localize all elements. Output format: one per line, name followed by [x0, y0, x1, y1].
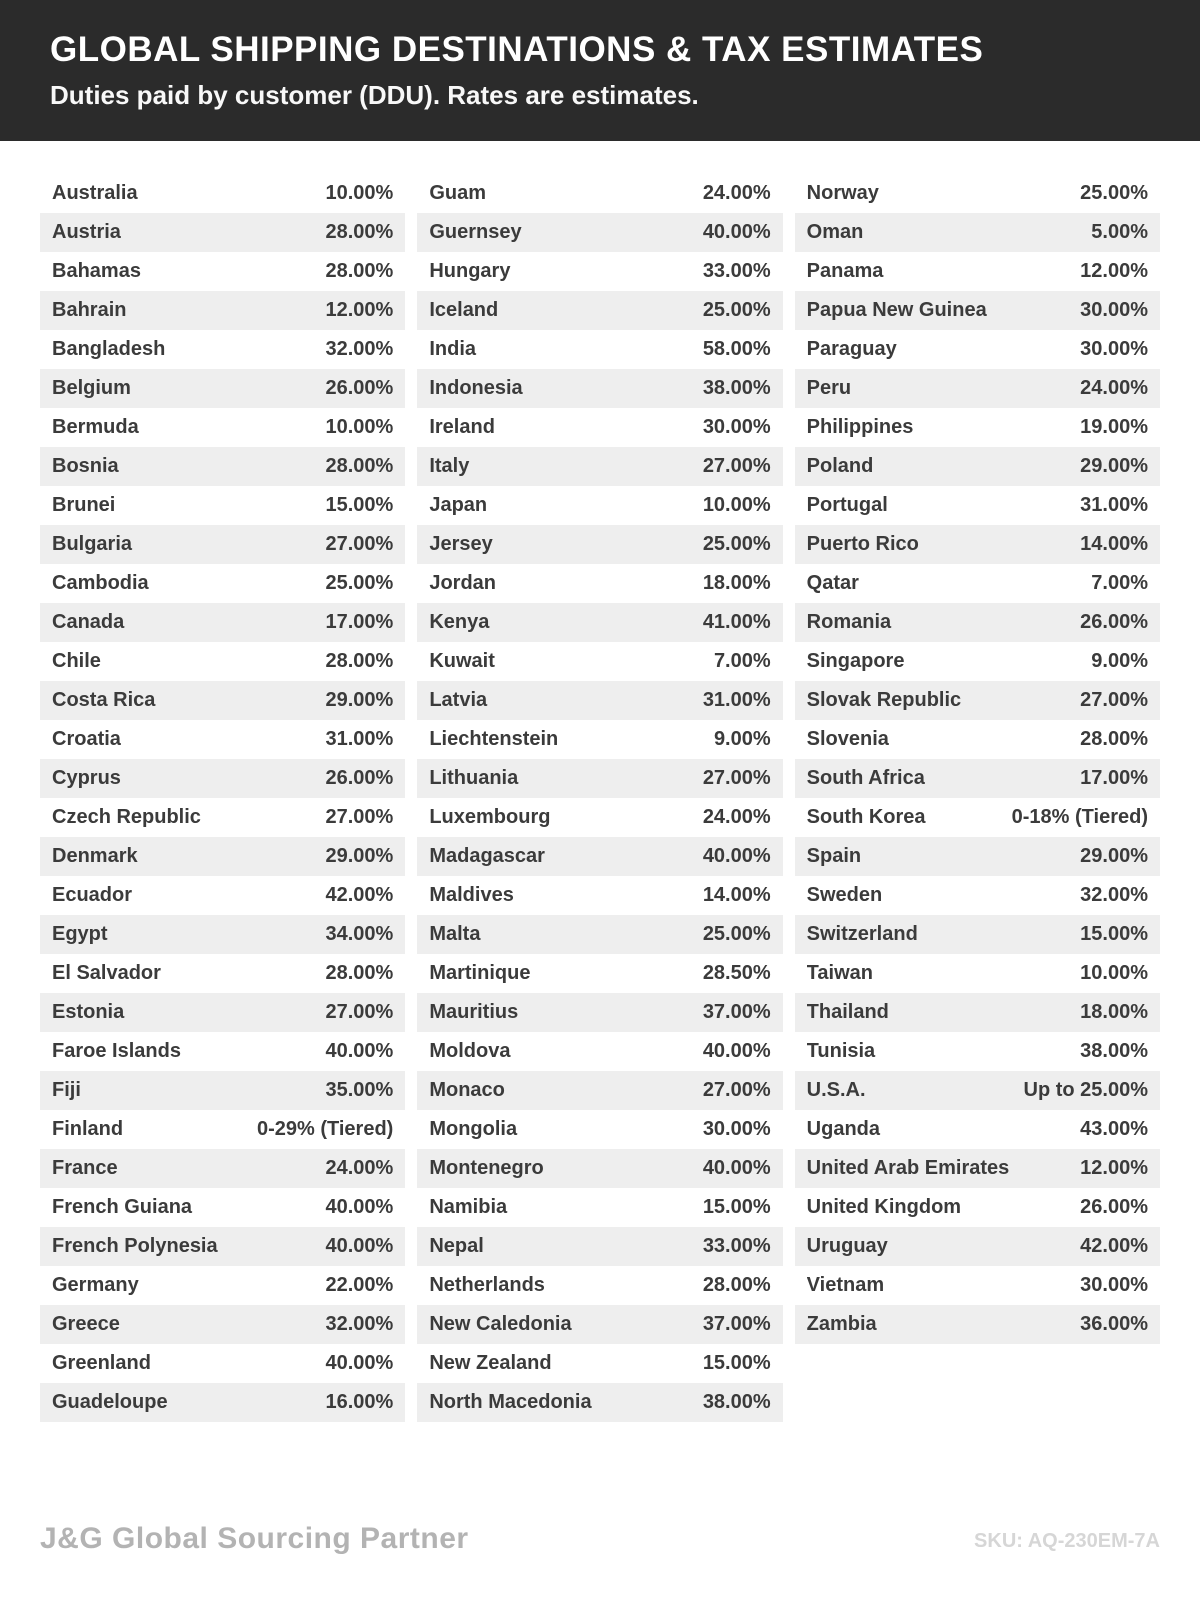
country-name: Monaco: [429, 1079, 505, 1102]
table-row: [417, 1188, 782, 1227]
tax-rate: 37.00%: [702, 1313, 771, 1336]
table-row: [40, 213, 405, 252]
tax-rate: 30.00%: [1080, 338, 1148, 361]
country-name: French Guiana: [52, 1196, 193, 1219]
country-name: Vietnam: [806, 1274, 885, 1297]
country-name: Italy: [429, 455, 470, 478]
tax-rate: 10.00%: [1080, 962, 1148, 985]
table-row: [40, 915, 405, 954]
country-name: Latvia: [429, 689, 488, 712]
table-row: [40, 876, 405, 915]
tax-rate: 12.00%: [1080, 260, 1148, 283]
table-row: [795, 1032, 1160, 1071]
tax-rate: 10.00%: [325, 182, 394, 205]
table-row: [40, 1266, 405, 1305]
country-name: Slovak Republic: [806, 689, 962, 712]
tax-rate: 0-18% (Tiered): [1011, 806, 1148, 829]
table-row: [417, 486, 782, 525]
table-row: [40, 642, 405, 681]
table-row: [417, 1266, 782, 1305]
table-row: [795, 915, 1160, 954]
country-name: U.S.A.: [806, 1079, 866, 1102]
tax-rate: 38.00%: [702, 1391, 771, 1414]
country-name: Kenya: [429, 611, 490, 634]
tax-rate: 40.00%: [325, 1235, 394, 1258]
country-name: Brunei: [52, 494, 116, 517]
tax-rate: 24.00%: [702, 806, 771, 829]
country-name: Romania: [806, 611, 892, 634]
country-name: Maldives: [429, 884, 514, 907]
country-name: Iceland: [429, 299, 499, 322]
table-row: [795, 642, 1160, 681]
country-name: Japan: [429, 494, 488, 517]
tax-rate: 26.00%: [325, 767, 394, 790]
table-row: [417, 954, 782, 993]
tax-rate: 10.00%: [702, 494, 771, 517]
table-row: [417, 993, 782, 1032]
tax-rate: 30.00%: [702, 1118, 771, 1141]
country-name: Indonesia: [429, 377, 523, 400]
table-row: [795, 213, 1160, 252]
country-name: Kuwait: [429, 650, 495, 673]
footer: [0, 1522, 1200, 1600]
tax-rate: 42.00%: [1080, 1235, 1148, 1258]
country-name: Greenland: [52, 1352, 151, 1375]
header: [0, 0, 1200, 141]
country-name: Tunisia: [806, 1040, 876, 1063]
table-row: [40, 837, 405, 876]
country-name: Ecuador: [52, 884, 133, 907]
tax-rate: 29.00%: [325, 845, 394, 868]
brand-text: J&G Global Sourcing Partner: [40, 1522, 469, 1555]
table-row: [795, 1305, 1160, 1344]
tax-rate: 24.00%: [702, 182, 771, 205]
country-name: Norway: [806, 182, 879, 205]
table-row: [417, 1383, 782, 1422]
tax-rate: 26.00%: [1080, 611, 1148, 634]
country-name: Costa Rica: [52, 689, 156, 712]
table-row: [40, 720, 405, 759]
tax-rate: 24.00%: [1080, 377, 1148, 400]
tax-rate: 29.00%: [1080, 845, 1148, 868]
country-name: Netherlands: [429, 1274, 545, 1297]
country-name: Puerto Rico: [806, 533, 919, 556]
table-row: [795, 993, 1160, 1032]
country-name: Bangladesh: [52, 338, 166, 361]
tax-rate: 30.00%: [1080, 1274, 1148, 1297]
table-row: [40, 525, 405, 564]
table-row: [40, 1188, 405, 1227]
country-name: New Caledonia: [429, 1313, 572, 1336]
tax-rate: 40.00%: [702, 1040, 771, 1063]
page-title: GLOBAL SHIPPING DESTINATIONS & TAX ESTIMATES: [50, 30, 984, 69]
country-name: Uganda: [806, 1118, 880, 1141]
tax-rate: 15.00%: [1080, 923, 1148, 946]
table-row: [417, 1344, 782, 1383]
tax-rate: 28.00%: [702, 1274, 771, 1297]
tax-rate: 58.00%: [702, 338, 771, 361]
table-row: [795, 1149, 1160, 1188]
table-row: [417, 1032, 782, 1071]
table-row: [417, 564, 782, 603]
table-row: [417, 174, 782, 213]
country-name: Mauritius: [429, 1001, 519, 1024]
table-row: [417, 642, 782, 681]
tax-rate: 16.00%: [325, 1391, 394, 1414]
table-row: [417, 369, 782, 408]
tax-rate: 29.00%: [1080, 455, 1148, 478]
country-name: Cyprus: [52, 767, 121, 790]
rates-column-3: [795, 174, 1160, 1344]
table-row: [417, 252, 782, 291]
rates-column-2: [417, 174, 782, 1422]
table-row: [40, 1344, 405, 1383]
country-name: France: [52, 1157, 118, 1180]
table-row: [40, 603, 405, 642]
table-row: [795, 525, 1160, 564]
country-name: South Korea: [806, 806, 926, 829]
table-row: [417, 525, 782, 564]
country-name: Taiwan: [806, 962, 873, 985]
table-row: [40, 1110, 405, 1149]
country-name: Nepal: [429, 1235, 484, 1258]
country-name: United Kingdom: [806, 1196, 962, 1219]
tax-rate: 17.00%: [325, 611, 394, 634]
table-row: [40, 1149, 405, 1188]
country-name: Chile: [52, 650, 101, 673]
tax-rate: 40.00%: [702, 1157, 771, 1180]
country-name: Slovenia: [806, 728, 889, 751]
tax-rate: 26.00%: [1080, 1196, 1148, 1219]
tax-rate: 27.00%: [325, 806, 394, 829]
table-row: [795, 837, 1160, 876]
table-row: [795, 954, 1160, 993]
tax-rate: 42.00%: [325, 884, 394, 907]
country-name: Greece: [52, 1313, 120, 1336]
tax-rate: 28.00%: [325, 221, 394, 244]
table-row: [40, 564, 405, 603]
table-row: [417, 1071, 782, 1110]
country-name: Sweden: [806, 884, 883, 907]
country-name: Mongolia: [429, 1118, 518, 1141]
tax-rate: 30.00%: [1080, 299, 1148, 322]
tax-rate: 28.00%: [1080, 728, 1148, 751]
table-row: [40, 1383, 405, 1422]
tax-rate: 5.00%: [1091, 221, 1148, 244]
country-name: Lithuania: [429, 767, 519, 790]
tax-rate: 28.00%: [325, 650, 394, 673]
table-row: [795, 1071, 1160, 1110]
country-name: Jersey: [429, 533, 493, 556]
tax-rate: 14.00%: [702, 884, 771, 907]
tax-rate: 9.00%: [1091, 650, 1148, 673]
tax-rate: 10.00%: [325, 416, 394, 439]
tax-rate: 40.00%: [325, 1352, 394, 1375]
tax-rate: 36.00%: [1080, 1313, 1148, 1336]
tax-rate: 27.00%: [325, 533, 394, 556]
table-row: [795, 681, 1160, 720]
country-name: Guam: [429, 182, 487, 205]
rates-column-1: [40, 174, 405, 1422]
table-row: [417, 720, 782, 759]
tax-rate: 19.00%: [1080, 416, 1148, 439]
tax-rate: Up to 25.00%: [1023, 1079, 1148, 1102]
country-name: French Polynesia: [52, 1235, 218, 1258]
country-name: South Africa: [806, 767, 925, 790]
tax-rate: 25.00%: [702, 533, 771, 556]
country-name: Montenegro: [429, 1157, 544, 1180]
table-row: [40, 330, 405, 369]
table-row: [40, 486, 405, 525]
table-row: [795, 759, 1160, 798]
table-row: [40, 759, 405, 798]
country-name: North Macedonia: [429, 1391, 592, 1414]
table-row: [417, 408, 782, 447]
tax-rate: 32.00%: [325, 338, 394, 361]
country-name: Papua New Guinea: [806, 299, 987, 322]
table-row: [795, 447, 1160, 486]
country-name: Egypt: [52, 923, 108, 946]
country-name: Oman: [806, 221, 864, 244]
table-row: [795, 486, 1160, 525]
country-name: Uruguay: [806, 1235, 888, 1258]
tax-rate: 34.00%: [325, 923, 394, 946]
table-row: [795, 1110, 1160, 1149]
tax-rate: 9.00%: [713, 728, 771, 751]
tax-rate: 27.00%: [702, 455, 771, 478]
table-row: [795, 1266, 1160, 1305]
table-row: [417, 876, 782, 915]
table-row: [417, 837, 782, 876]
tax-rate: 18.00%: [1080, 1001, 1148, 1024]
country-name: Bosnia: [52, 455, 119, 478]
table-row: [40, 369, 405, 408]
table-row: [417, 447, 782, 486]
country-name: Spain: [806, 845, 862, 868]
country-name: Singapore: [806, 650, 905, 673]
country-name: Cambodia: [52, 572, 149, 595]
table-row: [795, 174, 1160, 213]
country-name: Canada: [52, 611, 125, 634]
country-name: Hungary: [429, 260, 511, 283]
tax-rate: 25.00%: [325, 572, 394, 595]
tax-rate: 41.00%: [702, 611, 771, 634]
country-name: Jordan: [429, 572, 497, 595]
table-row: [40, 681, 405, 720]
country-name: Martinique: [429, 962, 531, 985]
tax-rate: 31.00%: [702, 689, 771, 712]
country-name: Croatia: [52, 728, 121, 751]
tax-rate: 38.00%: [702, 377, 771, 400]
table-row: [40, 798, 405, 837]
country-name: Liechtenstein: [429, 728, 559, 751]
country-name: Guernsey: [429, 221, 522, 244]
country-name: Thailand: [806, 1001, 889, 1024]
country-name: Fiji: [52, 1079, 81, 1102]
country-name: El Salvador: [52, 962, 161, 985]
table-row: [795, 330, 1160, 369]
tax-rate: 7.00%: [713, 650, 771, 673]
table-row: [795, 1227, 1160, 1266]
table-row: [795, 291, 1160, 330]
tax-rate: 27.00%: [325, 1001, 394, 1024]
tax-rate: 31.00%: [1080, 494, 1148, 517]
table-row: [417, 213, 782, 252]
country-name: Australia: [52, 182, 138, 205]
table-row: [795, 876, 1160, 915]
table-row: [795, 369, 1160, 408]
tax-rate: 26.00%: [325, 377, 394, 400]
country-name: Belgium: [52, 377, 131, 400]
table-row: [417, 759, 782, 798]
table-row: [40, 408, 405, 447]
tax-rate: 14.00%: [1080, 533, 1148, 556]
table-row: [40, 1305, 405, 1344]
country-name: Denmark: [52, 845, 138, 868]
country-name: Bahrain: [52, 299, 127, 322]
tax-rate: 32.00%: [1080, 884, 1148, 907]
tax-rate: 25.00%: [702, 299, 771, 322]
country-name: Austria: [52, 221, 121, 244]
country-name: Faroe Islands: [52, 1040, 181, 1063]
country-name: Luxembourg: [429, 806, 551, 829]
country-name: Qatar: [806, 572, 859, 595]
tax-rate: 33.00%: [702, 1235, 771, 1258]
tax-rate: 29.00%: [325, 689, 394, 712]
country-name: Madagascar: [429, 845, 545, 868]
tax-rate: 18.00%: [702, 572, 771, 595]
tax-rate: 40.00%: [325, 1196, 394, 1219]
tax-rate: 37.00%: [702, 1001, 771, 1024]
country-name: Guadeloupe: [52, 1391, 168, 1414]
table-row: [795, 798, 1160, 837]
table-row: [417, 915, 782, 954]
tax-rate: 28.00%: [325, 962, 394, 985]
country-name: Bulgaria: [52, 533, 133, 556]
tax-rate: 38.00%: [1080, 1040, 1148, 1063]
country-name: Philippines: [806, 416, 914, 439]
table-row: [40, 174, 405, 213]
table-row: [40, 993, 405, 1032]
table-row: [417, 798, 782, 837]
table-row: [40, 954, 405, 993]
tax-rate: 28.00%: [325, 260, 394, 283]
tax-rate: 25.00%: [702, 923, 771, 946]
table-row: [40, 1071, 405, 1110]
table-row: [417, 1110, 782, 1149]
tax-rate: 30.00%: [702, 416, 771, 439]
table-row: [417, 603, 782, 642]
tax-rate: 40.00%: [702, 845, 771, 868]
tax-rate: 28.50%: [702, 962, 771, 985]
country-name: Zambia: [806, 1313, 877, 1336]
country-name: Estonia: [52, 1001, 125, 1024]
country-name: Bahamas: [52, 260, 141, 283]
country-name: New Zealand: [429, 1352, 552, 1375]
tax-rate: 27.00%: [702, 1079, 771, 1102]
tax-rate: 28.00%: [325, 455, 394, 478]
tax-rate: 40.00%: [702, 221, 771, 244]
country-name: Malta: [429, 923, 481, 946]
table-row: [40, 1227, 405, 1266]
table-row: [795, 564, 1160, 603]
country-name: Poland: [806, 455, 874, 478]
tax-rate: 32.00%: [325, 1313, 394, 1336]
tax-rate: 31.00%: [325, 728, 394, 751]
tax-rate: 27.00%: [702, 767, 771, 790]
tax-rate: 27.00%: [1080, 689, 1148, 712]
tax-rates-table: [0, 174, 1200, 1422]
tax-rate: 43.00%: [1080, 1118, 1148, 1141]
tax-rate: 12.00%: [325, 299, 394, 322]
table-row: [417, 1227, 782, 1266]
table-row: [417, 330, 782, 369]
tax-rate: 40.00%: [325, 1040, 394, 1063]
page-subtitle: Duties paid by customer (DDU). Rates are estimates.: [50, 80, 699, 111]
table-row: [795, 252, 1160, 291]
table-row: [417, 291, 782, 330]
table-row: [795, 720, 1160, 759]
table-row: [795, 408, 1160, 447]
tax-rate: 22.00%: [325, 1274, 394, 1297]
tax-rate: 24.00%: [325, 1157, 394, 1180]
country-name: Czech Republic: [52, 806, 201, 829]
country-name: Panama: [806, 260, 884, 283]
sku-label: SKU: AQ-230EM-7A: [974, 1530, 1160, 1552]
table-row: [40, 447, 405, 486]
tax-rate: 17.00%: [1080, 767, 1148, 790]
table-row: [795, 1188, 1160, 1227]
table-row: [417, 1305, 782, 1344]
tax-rate: 15.00%: [702, 1352, 771, 1375]
table-row: [40, 291, 405, 330]
tax-rate: 33.00%: [702, 260, 771, 283]
tax-rate: 7.00%: [1091, 572, 1148, 595]
country-name: Finland: [52, 1118, 124, 1141]
country-name: India: [429, 338, 476, 361]
table-row: [417, 681, 782, 720]
country-name: Namibia: [429, 1196, 508, 1219]
tax-rate: 15.00%: [325, 494, 394, 517]
country-name: Paraguay: [806, 338, 897, 361]
table-row: [40, 252, 405, 291]
tax-rate: 12.00%: [1080, 1157, 1148, 1180]
country-name: Portugal: [806, 494, 888, 517]
table-row: [417, 1149, 782, 1188]
tax-rate: 35.00%: [325, 1079, 394, 1102]
table-row: [40, 1032, 405, 1071]
country-name: Germany: [52, 1274, 139, 1297]
tax-rate: 15.00%: [702, 1196, 771, 1219]
country-name: Switzerland: [806, 923, 918, 946]
country-name: Moldova: [429, 1040, 511, 1063]
tax-rate: 25.00%: [1080, 182, 1148, 205]
country-name: United Arab Emirates: [806, 1157, 1010, 1180]
country-name: Bermuda: [52, 416, 139, 439]
country-name: Peru: [806, 377, 852, 400]
table-row: [795, 603, 1160, 642]
country-name: Ireland: [429, 416, 495, 439]
tax-rate: 0-29% (Tiered): [256, 1118, 394, 1141]
